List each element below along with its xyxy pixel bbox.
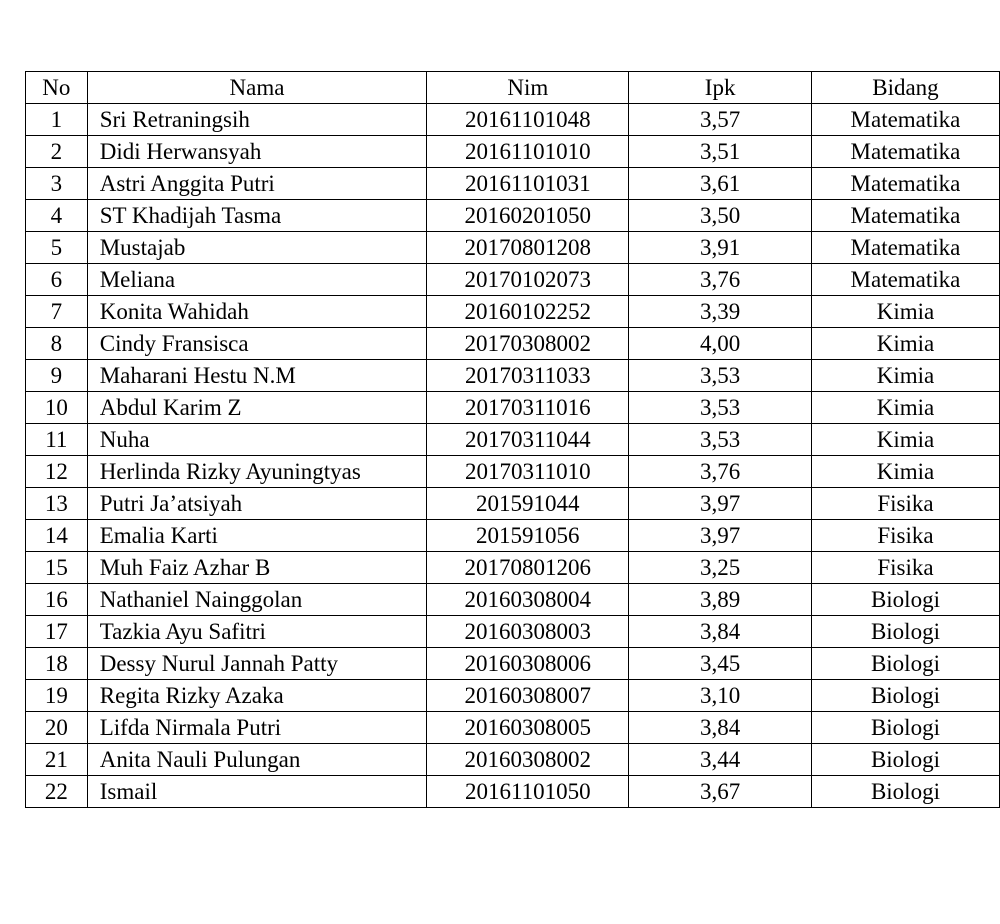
- cell-ipk: 3,53: [629, 360, 812, 392]
- cell-no: 21: [26, 744, 88, 776]
- cell-ipk: 3,53: [629, 392, 812, 424]
- cell-ipk: 3,97: [629, 520, 812, 552]
- cell-nim: 20160308007: [427, 680, 629, 712]
- table-row: [26, 488, 1000, 520]
- cell-nim: 201591056: [427, 520, 629, 552]
- cell-no: 16: [26, 584, 88, 616]
- cell-no: 4: [26, 200, 88, 232]
- cell-nama: Astri Anggita Putri: [87, 168, 426, 200]
- cell-ipk: 3,57: [629, 104, 812, 136]
- cell-nama: Didi Herwansyah: [87, 136, 426, 168]
- table-row: [26, 744, 1000, 776]
- cell-ipk: 3,91: [629, 232, 812, 264]
- cell-ipk: 4,00: [629, 328, 812, 360]
- cell-bidang: Matematika: [811, 232, 999, 264]
- cell-bidang: Kimia: [811, 296, 999, 328]
- table-row: [26, 232, 1000, 264]
- cell-bidang: Biologi: [811, 648, 999, 680]
- cell-no: 14: [26, 520, 88, 552]
- cell-no: 1: [26, 104, 88, 136]
- cell-no: 22: [26, 776, 88, 808]
- cell-no: 18: [26, 648, 88, 680]
- header-ipk: Ipk: [629, 72, 812, 104]
- cell-no: 12: [26, 456, 88, 488]
- cell-bidang: Fisika: [811, 520, 999, 552]
- cell-ipk: 3,44: [629, 744, 812, 776]
- cell-nama: Abdul Karim Z: [87, 392, 426, 424]
- cell-bidang: Kimia: [811, 424, 999, 456]
- table-row: [26, 168, 1000, 200]
- cell-ipk: 3,84: [629, 712, 812, 744]
- cell-nim: 20170801206: [427, 552, 629, 584]
- cell-bidang: Fisika: [811, 552, 999, 584]
- cell-no: 8: [26, 328, 88, 360]
- header-nama: Nama: [87, 72, 426, 104]
- cell-nim: 20170311016: [427, 392, 629, 424]
- table-row: [26, 104, 1000, 136]
- cell-no: 13: [26, 488, 88, 520]
- cell-no: 10: [26, 392, 88, 424]
- cell-nama: Anita Nauli Pulungan: [87, 744, 426, 776]
- cell-nama: Maharani Hestu N.M: [87, 360, 426, 392]
- cell-nama: Nuha: [87, 424, 426, 456]
- cell-bidang: Kimia: [811, 456, 999, 488]
- cell-nama: Dessy Nurul Jannah Patty: [87, 648, 426, 680]
- cell-bidang: Biologi: [811, 680, 999, 712]
- student-table-container: [25, 71, 1000, 808]
- cell-nama: Tazkia Ayu Safitri: [87, 616, 426, 648]
- cell-bidang: Matematika: [811, 200, 999, 232]
- cell-no: 2: [26, 136, 88, 168]
- cell-nim: 201591044: [427, 488, 629, 520]
- table-row: [26, 264, 1000, 296]
- table-row: [26, 392, 1000, 424]
- table-row: [26, 616, 1000, 648]
- cell-bidang: Matematika: [811, 104, 999, 136]
- cell-no: 3: [26, 168, 88, 200]
- cell-nama: Lifda Nirmala Putri: [87, 712, 426, 744]
- cell-ipk: 3,76: [629, 456, 812, 488]
- table-row: [26, 200, 1000, 232]
- cell-nama: Ismail: [87, 776, 426, 808]
- cell-ipk: 3,61: [629, 168, 812, 200]
- header-bidang: Bidang: [811, 72, 999, 104]
- table-row: [26, 456, 1000, 488]
- cell-no: 20: [26, 712, 88, 744]
- cell-nim: 20161101048: [427, 104, 629, 136]
- cell-no: 6: [26, 264, 88, 296]
- cell-nama: Mustajab: [87, 232, 426, 264]
- cell-bidang: Biologi: [811, 584, 999, 616]
- table-row: [26, 328, 1000, 360]
- cell-ipk: 3,10: [629, 680, 812, 712]
- cell-ipk: 3,39: [629, 296, 812, 328]
- table-row: [26, 680, 1000, 712]
- cell-no: 5: [26, 232, 88, 264]
- cell-nim: 20160308004: [427, 584, 629, 616]
- cell-no: 9: [26, 360, 88, 392]
- table-row: [26, 584, 1000, 616]
- cell-no: 17: [26, 616, 88, 648]
- cell-ipk: 3,25: [629, 552, 812, 584]
- cell-ipk: 3,97: [629, 488, 812, 520]
- cell-no: 11: [26, 424, 88, 456]
- cell-nama: Regita Rizky Azaka: [87, 680, 426, 712]
- cell-nim: 20161101031: [427, 168, 629, 200]
- cell-nim: 20170311010: [427, 456, 629, 488]
- cell-no: 7: [26, 296, 88, 328]
- cell-bidang: Kimia: [811, 360, 999, 392]
- cell-bidang: Matematika: [811, 264, 999, 296]
- cell-ipk: 3,67: [629, 776, 812, 808]
- cell-nim: 20160308006: [427, 648, 629, 680]
- cell-nama: Sri Retraningsih: [87, 104, 426, 136]
- cell-nama: Cindy Fransisca: [87, 328, 426, 360]
- table-row: [26, 648, 1000, 680]
- table-row: [26, 776, 1000, 808]
- cell-nama: Meliana: [87, 264, 426, 296]
- cell-nim: 20160102252: [427, 296, 629, 328]
- cell-nim: 20170102073: [427, 264, 629, 296]
- cell-bidang: Biologi: [811, 616, 999, 648]
- table-row: [26, 424, 1000, 456]
- cell-nim: 20160201050: [427, 200, 629, 232]
- cell-ipk: 3,76: [629, 264, 812, 296]
- table-row: [26, 520, 1000, 552]
- cell-bidang: Matematika: [811, 168, 999, 200]
- cell-bidang: Kimia: [811, 392, 999, 424]
- cell-no: 19: [26, 680, 88, 712]
- table-body: [26, 104, 1000, 808]
- table-header-row: [26, 72, 1000, 104]
- cell-nama: Emalia Karti: [87, 520, 426, 552]
- cell-nim: 20160308003: [427, 616, 629, 648]
- cell-bidang: Biologi: [811, 744, 999, 776]
- cell-ipk: 3,89: [629, 584, 812, 616]
- cell-ipk: 3,45: [629, 648, 812, 680]
- cell-nama: Herlinda Rizky Ayuningtyas: [87, 456, 426, 488]
- cell-no: 15: [26, 552, 88, 584]
- table-row: [26, 552, 1000, 584]
- cell-ipk: 3,84: [629, 616, 812, 648]
- cell-nim: 20160308005: [427, 712, 629, 744]
- student-table: [25, 71, 1000, 808]
- cell-ipk: 3,51: [629, 136, 812, 168]
- cell-nim: 20170311044: [427, 424, 629, 456]
- cell-nim: 20170308002: [427, 328, 629, 360]
- cell-ipk: 3,50: [629, 200, 812, 232]
- table-row: [26, 712, 1000, 744]
- cell-nama: Nathaniel Nainggolan: [87, 584, 426, 616]
- cell-nama: Putri Ja’atsiyah: [87, 488, 426, 520]
- cell-nim: 20170801208: [427, 232, 629, 264]
- cell-bidang: Biologi: [811, 712, 999, 744]
- cell-nama: ST Khadijah Tasma: [87, 200, 426, 232]
- cell-nim: 20170311033: [427, 360, 629, 392]
- cell-nim: 20161101010: [427, 136, 629, 168]
- cell-nama: Muh Faiz Azhar B: [87, 552, 426, 584]
- cell-bidang: Fisika: [811, 488, 999, 520]
- header-nim: Nim: [427, 72, 629, 104]
- cell-nim: 20160308002: [427, 744, 629, 776]
- cell-bidang: Biologi: [811, 776, 999, 808]
- cell-ipk: 3,53: [629, 424, 812, 456]
- header-no: No: [26, 72, 88, 104]
- table-row: [26, 360, 1000, 392]
- table-row: [26, 296, 1000, 328]
- cell-bidang: Matematika: [811, 136, 999, 168]
- cell-nim: 20161101050: [427, 776, 629, 808]
- table-row: [26, 136, 1000, 168]
- cell-nama: Konita Wahidah: [87, 296, 426, 328]
- cell-bidang: Kimia: [811, 328, 999, 360]
